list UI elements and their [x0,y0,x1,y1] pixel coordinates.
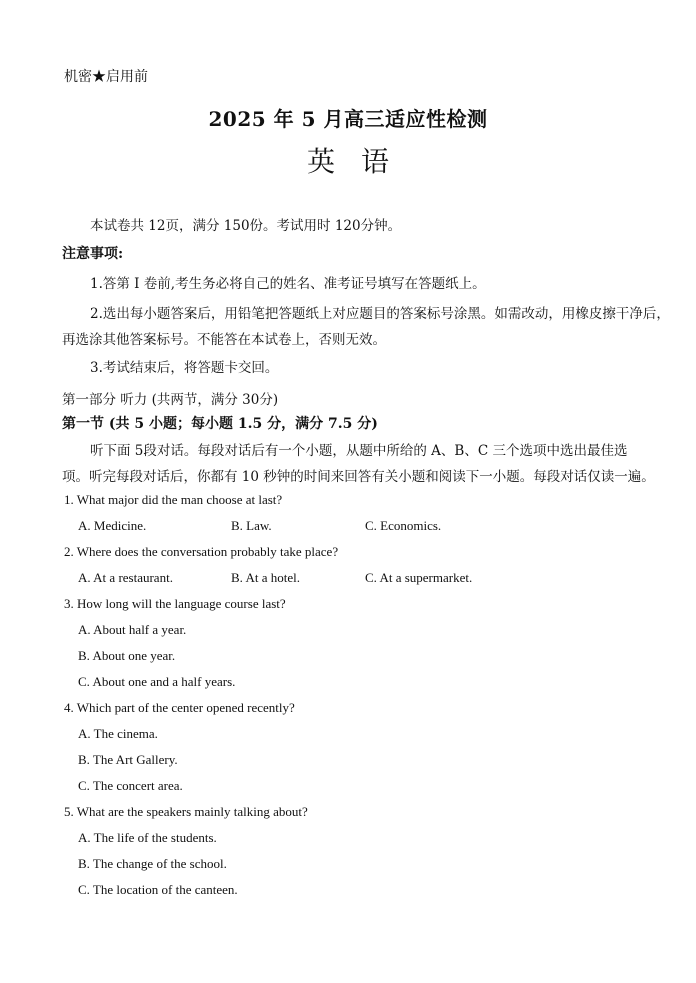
intro-text: 本试卷共 12页，满分 150份。考试用时 120分钟。 [90,218,402,234]
exam-title: 2025 年 5 月高三适应性检测 [208,107,488,131]
option-c: C. Economics. [365,518,442,533]
option-a: A. At a restaurant. [78,570,173,585]
notice-item-continued: 再选涂其他答案标号。不能答在本试卷上，否则无效。 [62,332,386,348]
question-stem: 1. What major did the man choose at last? [64,492,283,507]
notice-item: 2.选出每小题答案后，用铅笔把答题纸上对应题目的答案标号涂黑。如需改动，用橡皮擦干净后， [90,306,670,322]
question-stem: 2. Where does the conversation probably take place? [64,544,339,559]
option-c: C. About one and a half years. [78,674,236,689]
secret-mark: 机密★启用前 [64,69,148,85]
notice-item: 1.答第 I 卷前,考生务必将自己的姓名、准考证号填写在答题纸上。 [90,276,486,292]
question-stem: 3. How long will the language course last? [64,596,286,611]
option-c: C. The location of the canteen. [78,882,238,897]
option-b: B. About one year. [78,648,176,663]
option-b: B. The Art Gallery. [78,752,178,767]
question-stem: 5. What are the speakers mainly talking about? [64,804,308,819]
option-a: A. About half a year. [78,622,187,637]
notice-heading: 注意事项: [62,246,124,262]
question-stem: 4. Which part of the center opened recently? [64,700,295,715]
option-c: C. At a supermarket. [365,570,473,585]
subject-title: 英语 [306,145,415,178]
option-a: A. Medicine. [78,518,147,533]
listening-instructions: 听下面 5段对话。每段对话后有一个小题，从题中所给的 A、B、C 三个选项中选出最佳选 [90,443,628,459]
option-a: A. The life of the students. [78,830,217,845]
option-c: C. The concert area. [78,778,183,793]
option-b: B. At a hotel. [231,570,300,585]
part-one-title: 第一部分 听力 (共两节，满分 30分) [62,392,279,408]
option-b: B. Law. [231,518,272,533]
option-a: A. The cinema. [78,726,158,741]
listening-instructions-continued: 项。听完每段对话后，你都有 10 秒钟的时间来回答有关小题和阅读下一小题。每段对话仅读一遍。 [62,469,655,485]
option-b: B. The change of the school. [78,856,227,871]
section-one-title: 第一节 (共 5 小题；每小题 1.5 分，满分 7.5 分) [62,416,378,432]
notice-item: 3.考试结束后，将答题卡交回。 [90,360,279,376]
